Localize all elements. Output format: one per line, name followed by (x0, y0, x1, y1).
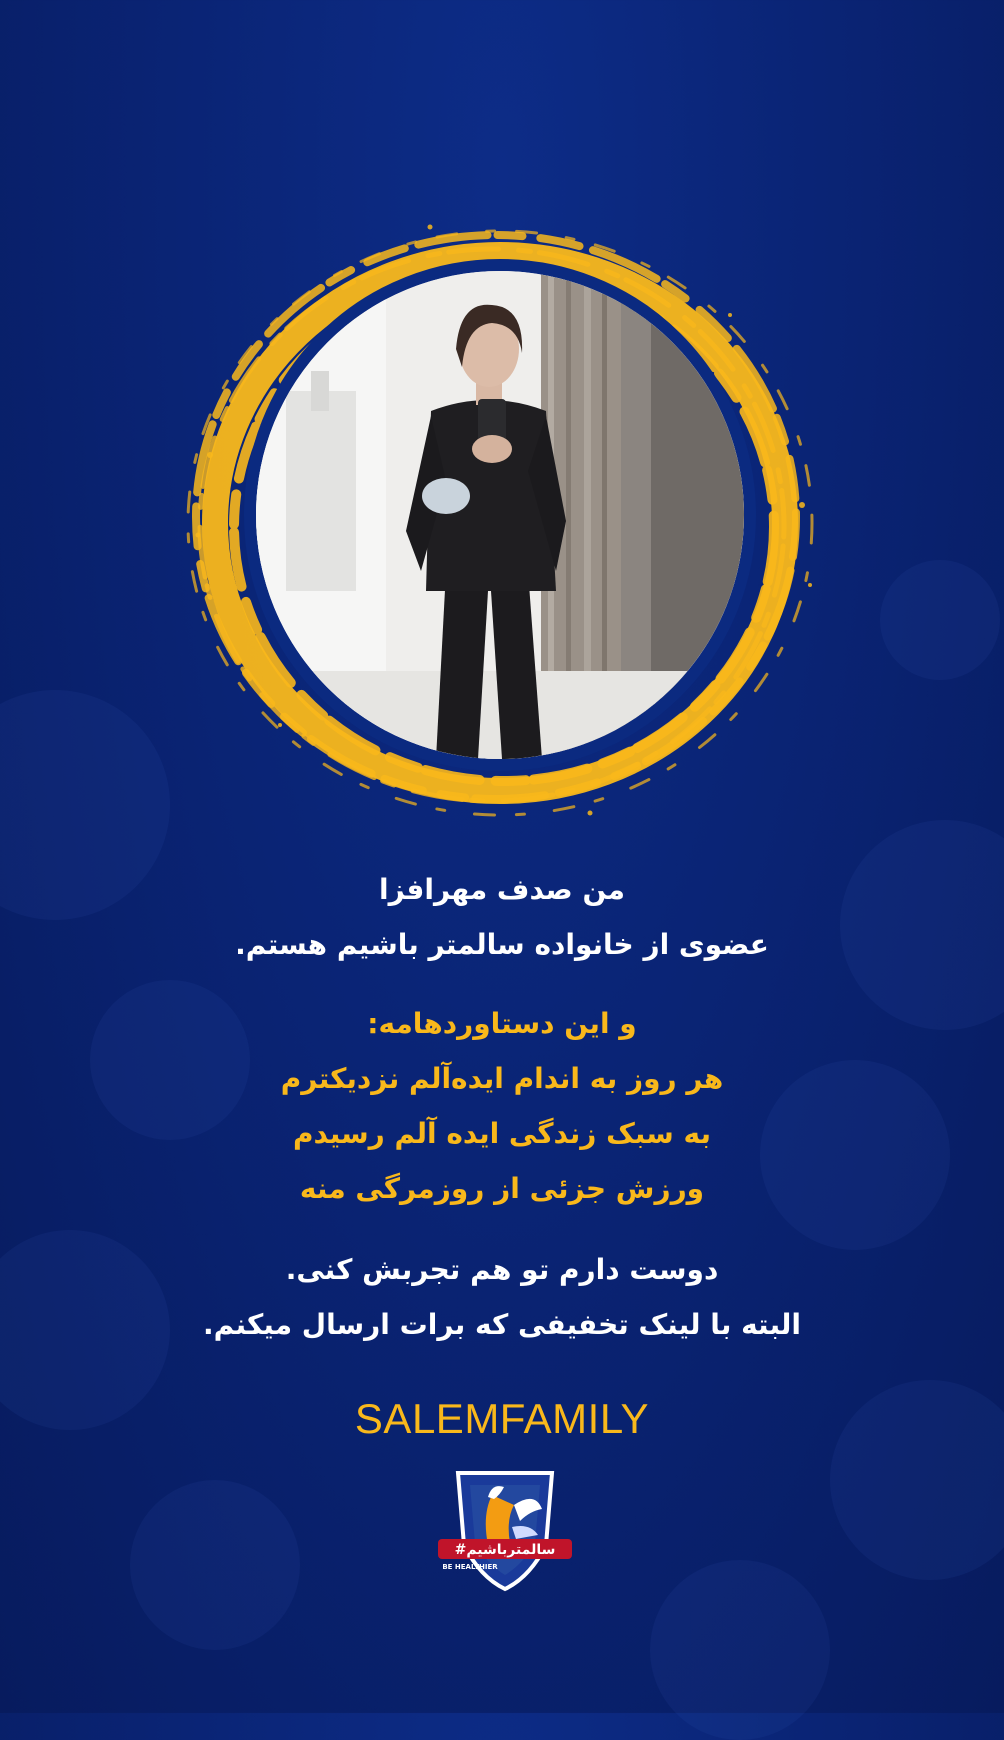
portrait-frame (170, 205, 830, 835)
achievement-item: به سبک زندگی ایده آلم رسیدم (293, 1117, 711, 1150)
invite-line-1: دوست دارم تو هم تجربش کنی. (285, 1253, 719, 1286)
logo-tagline: BE HEALTHIER (442, 1563, 498, 1571)
bokeh-circle (130, 1480, 300, 1650)
intro-block (0, 862, 1004, 972)
intro-name-line: من صدف مهرافزا (379, 873, 625, 906)
achievements-heading: و این دستاوردهامه: (367, 1007, 637, 1040)
achievement-item: ورزش جزئی از روزمرگی منه (299, 1172, 705, 1205)
portrait-photo (244, 259, 756, 771)
logo-hashtag: #سالمترباشیم (454, 1542, 556, 1558)
shield-bird-logo-icon (430, 1465, 580, 1595)
bokeh-circle (650, 1560, 830, 1740)
achievements-block (0, 996, 1004, 1216)
invite-line-2: البته با لینک تخفیفی که برات ارسال میکنم. (202, 1308, 802, 1341)
discount-code: SALEMFAMILY (354, 1395, 650, 1442)
bokeh-circle (880, 560, 1000, 680)
intro-member-line: عضوی از خانواده سالمتر باشیم هستم. (235, 928, 769, 961)
invite-block (0, 1242, 1004, 1352)
achievement-item: هر روز به اندام ایده‌آلم نزدیکترم (280, 1062, 724, 1095)
